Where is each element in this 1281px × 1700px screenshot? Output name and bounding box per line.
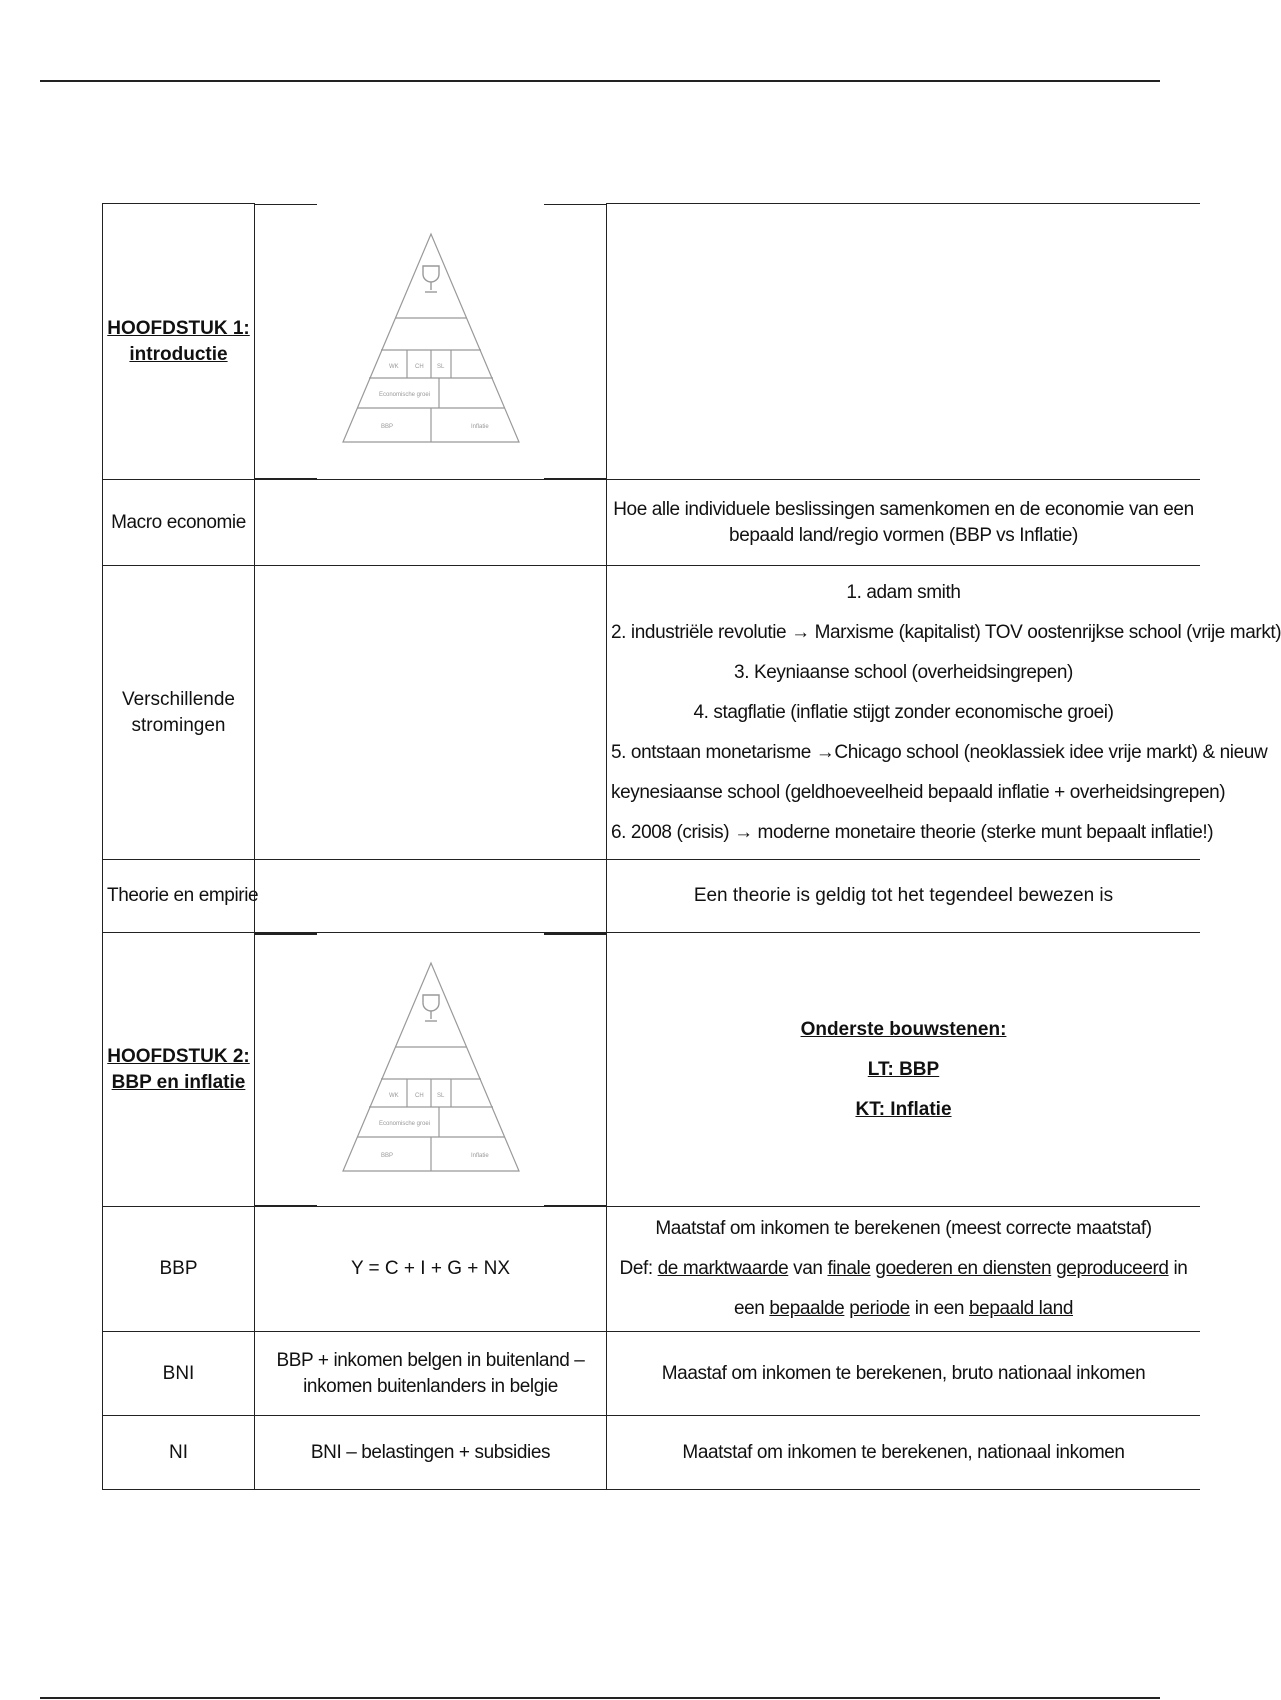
table-row [103, 933, 1201, 1207]
pyramid-cell-ch2 [255, 933, 607, 1207]
svg-text:Inflatie: Inflatie [470, 424, 489, 431]
table-row [103, 1207, 1201, 1332]
chapter-1-notes [607, 204, 1201, 480]
table-row [103, 566, 1201, 860]
header-rule [40, 80, 1160, 82]
formula-bbp: Y = C + I + G + NX [255, 1207, 607, 1332]
formula-ni: BNI – belastingen + subsidies [255, 1416, 607, 1490]
svg-text:CH: CH [414, 1092, 424, 1099]
table-row [103, 204, 1201, 480]
definition-ni: Maatstaf om inkomen te berekenen, nationaal inkomen [607, 1416, 1201, 1490]
svg-text:Inflatie: Inflatie [470, 1152, 489, 1159]
svg-text:CH: CH [414, 364, 424, 371]
list-item: keynesiaanse school (geldhoeveelheid bepaald inflatie + overheidsingrepen) [611, 781, 1226, 803]
pyramid-diagram [331, 951, 531, 1181]
svg-text:Economische groei: Economische groei [378, 392, 430, 399]
list-item: 6. 2008 (crisis) → moderne monetaire theorie (sterke munt bepaalt inflatie!) [611, 821, 1214, 843]
definition-theorie: Een theorie is geldig tot het tegendeel bewezen is [607, 860, 1201, 933]
term-macro-economie: Macro economie [103, 480, 255, 566]
table-row [103, 1332, 1201, 1416]
table-row [103, 860, 1201, 933]
list-item: 2. industriële revolutie → Marxisme (kapitalist) TOV oostenrijkse school (vrije markt) [611, 621, 1281, 643]
list-item: 5. ontstaan monetarisme →Chicago school (neoklassiek idee vrije markt) & nieuw [611, 741, 1268, 763]
svg-text:BBP: BBP [380, 1152, 393, 1159]
chapter-2-notes: Onderste bouwstenen: LT: BBP KT: Inflatie [607, 933, 1201, 1207]
term-ni: NI [103, 1416, 255, 1490]
term-theorie: Theorie en empirie [103, 860, 255, 933]
formula-macro [255, 480, 607, 566]
summary-table [102, 203, 1281, 1490]
svg-text:SL: SL [436, 364, 444, 371]
svg-text:SL: SL [436, 1092, 444, 1099]
list-item: 4. stagflatie (inflatie stijgt zonder economische groei) [693, 701, 1114, 723]
svg-text:WK: WK [388, 1092, 399, 1099]
svg-text:BBP: BBP [380, 424, 393, 431]
footer-rule [40, 1697, 1160, 1699]
trophy-icon [423, 995, 439, 1021]
term-stromingen: Verschillende stromingen [103, 566, 255, 860]
formula-bni: BBP + inkomen belgen in buitenland – inkomen buitenlanders in belgie [255, 1332, 607, 1416]
chapter-2-title: HOOFDSTUK 2: BBP en inflatie [103, 933, 255, 1207]
definition-macro: Hoe alle individuele beslissingen samenkomen en de economie van een bepaald land/regio vormen (BBP vs Inflatie) [607, 480, 1201, 566]
svg-text:Economische groei: Economische groei [378, 1120, 430, 1127]
pyramid-diagram [331, 222, 531, 452]
term-bni: BNI [103, 1332, 255, 1416]
trophy-icon [423, 266, 439, 292]
list-item: 1. adam smith [846, 581, 961, 603]
definition-bbp: Maatstaf om inkomen te berekenen (meest correcte maatstaf) Def: de marktwaarde van finale goederen en diensten geproduceerd in een bepaalde periode in een bepaald land [607, 1207, 1201, 1332]
table-row [103, 1416, 1201, 1490]
chapter-1-title: HOOFDSTUK 1: introductie [103, 204, 255, 480]
term-bbp: BBP [103, 1207, 255, 1332]
stromingen-list [607, 566, 1281, 860]
svg-text:WK: WK [388, 364, 399, 371]
pyramid-cell-ch1 [255, 204, 607, 480]
formula-stromingen [255, 566, 607, 860]
definition-bni: Maastaf om inkomen te berekenen, bruto nationaal inkomen [607, 1332, 1201, 1416]
table-row [103, 480, 1201, 566]
list-item: 3. Keyniaanse school (overheidsingrepen) [734, 661, 1073, 683]
